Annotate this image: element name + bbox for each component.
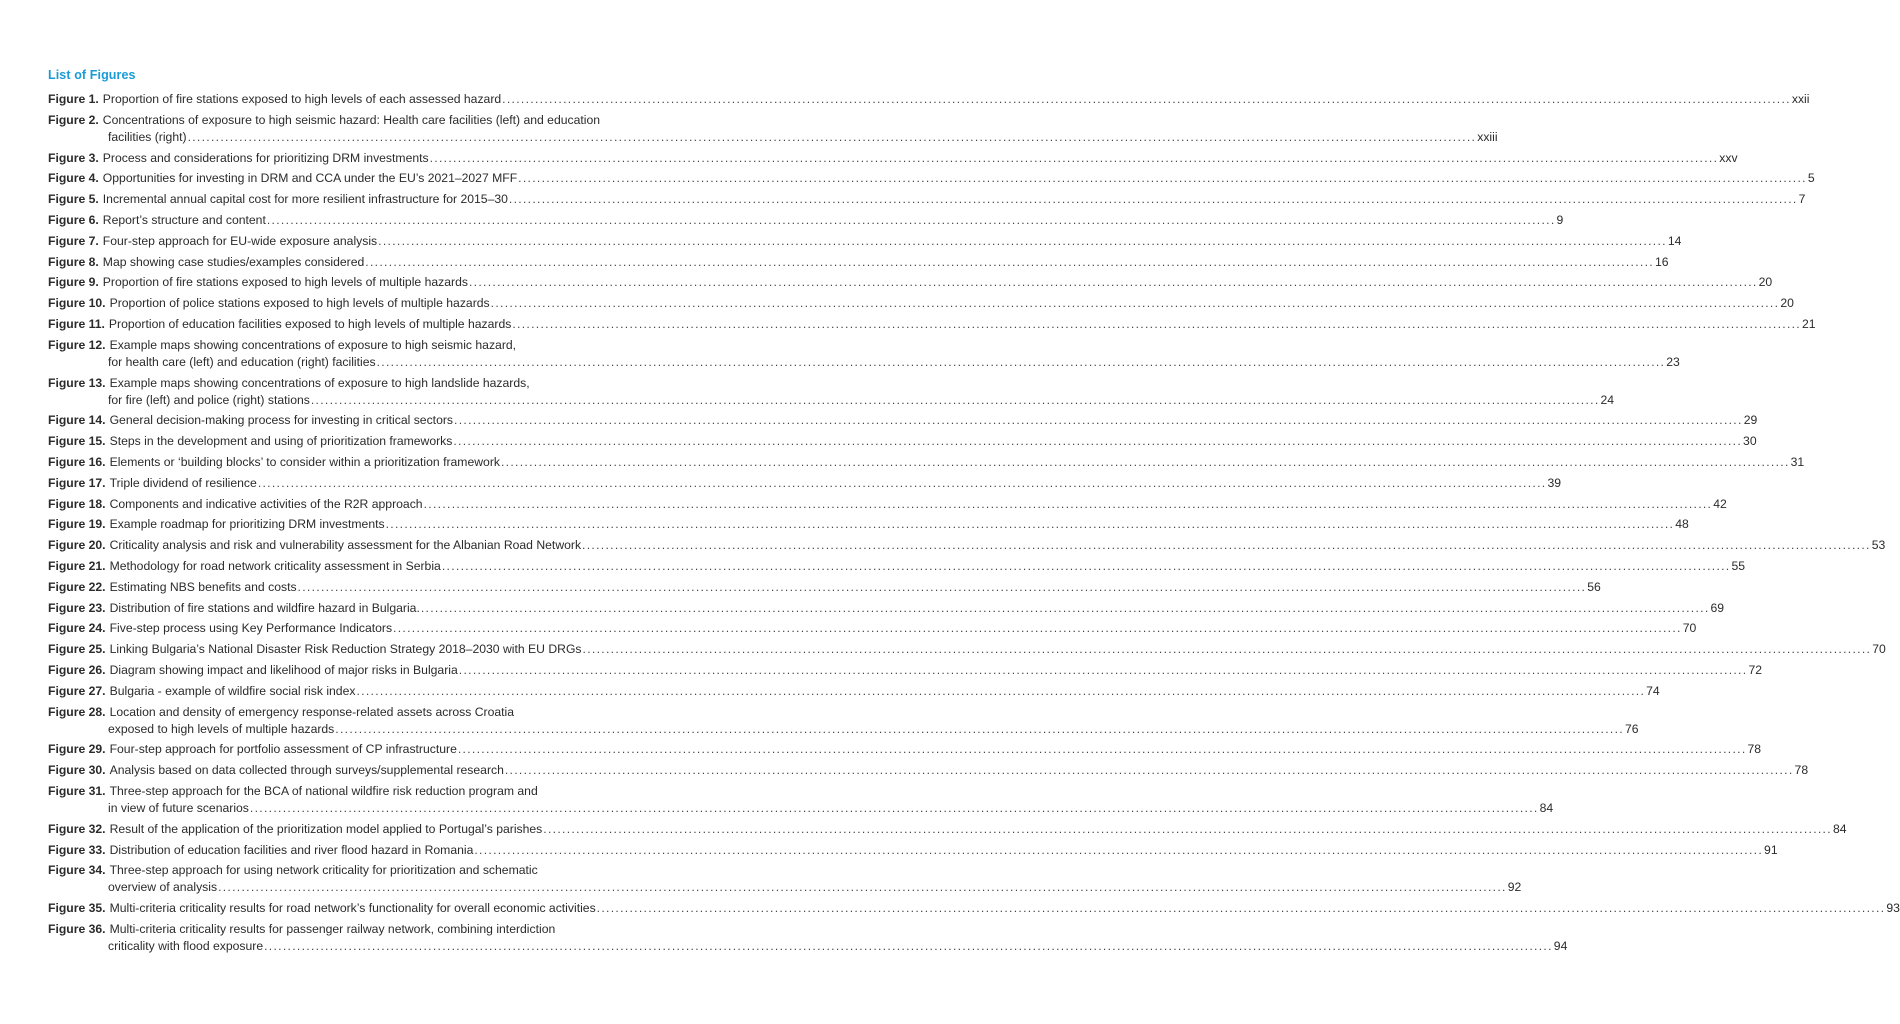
figure-entry[interactable]	[48, 191, 1806, 208]
figure-entry[interactable]	[48, 254, 1669, 271]
figure-entry[interactable]	[48, 274, 1773, 291]
figure-title: Incremental annual capital cost for more resilient infrastructure for 2015–30	[102, 192, 508, 207]
figure-entry[interactable]	[48, 375, 1615, 409]
figure-entry[interactable]	[48, 433, 1757, 450]
dot-leader	[453, 433, 1742, 450]
page-number: 30	[1743, 434, 1757, 449]
figure-title: Elements or ‘building blocks’ to consider within a prioritization framework	[109, 454, 500, 469]
figure-entry-line	[48, 704, 670, 721]
figure-entry[interactable]	[48, 683, 1660, 700]
figure-title: Diagram showing impact and likelihood of major risks in Bulgaria	[109, 662, 458, 677]
figure-title: Map showing case studies/examples considered	[102, 254, 365, 269]
figure-entry-continuation	[48, 938, 1568, 955]
dot-leader	[501, 454, 1790, 471]
figure-number: Figure 15.	[48, 434, 106, 449]
page-number: 14	[1667, 233, 1682, 248]
page-number: 24	[1600, 392, 1615, 407]
figure-number: Figure 30.	[48, 763, 106, 778]
page-number: 72	[1748, 662, 1762, 677]
dot-leader	[365, 254, 1654, 271]
figure-title: Methodology for road network criticality assessment in Serbia	[109, 558, 441, 573]
figure-entry-line	[48, 254, 1669, 271]
figure-entry[interactable]	[48, 337, 1680, 371]
figure-entry-continuation	[48, 354, 1680, 371]
figure-title: Proportion of fire stations exposed to high levels of each assessed hazard	[102, 92, 502, 106]
figure-entry-line	[48, 91, 1810, 108]
figure-entry-line	[48, 641, 1886, 658]
figure-title: Four-step approach for portfolio assessment of CP infrastructure	[109, 742, 457, 757]
dot-leader	[582, 537, 1871, 554]
figure-number: Figure 33.	[48, 842, 106, 857]
figure-number: Figure 24.	[48, 621, 106, 636]
figure-entry-line	[48, 212, 1564, 229]
figure-entry-continuation	[48, 879, 1522, 896]
figure-number: Figure 22.	[48, 579, 106, 594]
figure-title: facilities (right)	[108, 129, 187, 144]
figure-entry[interactable]	[48, 862, 1522, 896]
page-number: xxiii	[1477, 129, 1498, 144]
figure-entry[interactable]	[48, 842, 1778, 859]
page-number: 84	[1539, 800, 1554, 815]
figure-entry[interactable]	[48, 662, 1762, 679]
page-number: 20	[1758, 275, 1773, 290]
figure-entry-line	[48, 558, 1746, 575]
figure-number: Figure 29.	[48, 742, 106, 757]
dot-leader	[250, 800, 1539, 817]
figure-number: Figure 13.	[48, 375, 106, 390]
figure-title: Criticality analysis and risk and vulnerability assessment for the Albanian Road Network	[109, 538, 582, 553]
figure-title: Location and density of emergency response-related assets across Croatia	[109, 704, 515, 719]
dot-leader	[258, 475, 1547, 492]
figure-entry-line	[48, 579, 1601, 596]
dot-leader	[543, 821, 1832, 838]
figure-number: Figure 6.	[48, 212, 99, 227]
figure-number: Figure 18.	[48, 496, 106, 511]
figure-entry[interactable]	[48, 537, 1886, 554]
figure-entry[interactable]	[48, 558, 1746, 575]
figure-title: Estimating NBS benefits and costs	[109, 579, 297, 594]
dot-leader	[218, 879, 1507, 896]
figure-number: Figure 17.	[48, 475, 106, 490]
figure-entry-line	[48, 475, 1562, 492]
list-heading: List of Figures	[48, 68, 136, 82]
figure-entry-line	[48, 862, 670, 879]
figure-entry-line	[48, 170, 1815, 187]
figure-entry-continuation	[48, 129, 1498, 146]
figure-entry-line	[48, 516, 1689, 533]
figure-entry[interactable]	[48, 762, 1809, 779]
figure-entry[interactable]	[48, 921, 1568, 955]
dot-leader	[356, 683, 1645, 700]
figure-entry-line	[48, 375, 670, 392]
figure-title: Concentrations of exposure to high seismic hazard: Health care facilities (left) and education	[102, 112, 601, 127]
figure-number: Figure 7.	[48, 233, 99, 248]
dot-leader	[430, 150, 1719, 167]
figure-entry[interactable]	[48, 704, 1639, 738]
figure-title: Distribution of fire stations and wildfire hazard in Bulgaria.	[109, 600, 420, 615]
figure-entry-line	[48, 433, 1757, 450]
figure-number: Figure 8.	[48, 254, 99, 269]
figure-entry-line	[48, 783, 670, 800]
dot-leader	[505, 762, 1794, 779]
dot-leader	[583, 641, 1872, 658]
figure-title: Analysis based on data collected through surveys/supplemental research	[109, 763, 504, 778]
figure-entry[interactable]	[48, 516, 1689, 533]
page-number: 74	[1646, 683, 1660, 698]
figure-entry[interactable]	[48, 412, 1758, 429]
page-number: 39	[1547, 475, 1562, 490]
page-number: 21	[1802, 316, 1816, 331]
figure-title: in view of future scenarios	[108, 800, 249, 815]
figure-title: Three-step approach for using network criticality for prioritization and schematic	[109, 863, 538, 878]
figure-entry-continuation	[48, 392, 1615, 409]
figure-entry-line	[48, 821, 1847, 838]
page-number: 69	[1710, 600, 1725, 615]
figure-entry[interactable]	[48, 600, 1725, 617]
figure-entry[interactable]	[48, 112, 1498, 146]
figure-entry[interactable]	[48, 91, 1810, 108]
figure-number: Figure 26.	[48, 662, 106, 677]
page-number: 29	[1743, 413, 1758, 428]
page-number: 78	[1747, 742, 1762, 757]
figure-entry-line	[48, 600, 1725, 617]
figure-entry-line	[48, 150, 1738, 167]
figure-number: Figure 20.	[48, 538, 106, 553]
figure-title: Distribution of education facilities and river flood hazard in Romania	[109, 842, 474, 857]
dot-leader	[377, 354, 1666, 371]
figure-entry[interactable]	[48, 496, 1727, 513]
figure-number: Figure 27.	[48, 683, 106, 698]
figure-entry[interactable]	[48, 741, 1762, 758]
figure-entry[interactable]	[48, 212, 1564, 229]
figure-title: Report’s structure and content	[102, 212, 266, 227]
figure-number: Figure 11.	[48, 316, 105, 331]
dot-leader	[188, 129, 1477, 146]
dot-leader	[459, 662, 1748, 679]
figure-title: Five-step process using Key Performance Indicators	[109, 621, 393, 636]
figure-entry[interactable]	[48, 641, 1886, 658]
figure-entry-line	[48, 112, 670, 129]
figure-number: Figure 12.	[48, 337, 106, 352]
figure-entry-line	[48, 412, 1758, 429]
page-number: 70	[1872, 642, 1886, 657]
dot-leader	[469, 274, 1758, 291]
figure-number: Figure 3.	[48, 150, 99, 165]
figure-number: Figure 31.	[48, 783, 106, 798]
page-number: 5	[1807, 171, 1815, 186]
figure-number: Figure 28.	[48, 704, 106, 719]
dot-leader	[454, 412, 1743, 429]
figure-title: for health care (left) and education (right) facilities	[108, 354, 376, 369]
figure-entry-line	[48, 496, 1727, 513]
figure-entry[interactable]	[48, 170, 1815, 187]
figure-title: Four-step approach for EU-wide exposure analysis	[102, 233, 378, 248]
figure-entry[interactable]	[48, 620, 1697, 637]
dot-leader	[386, 516, 1675, 533]
figure-title: Proportion of police stations exposed to high levels of multiple hazards	[109, 296, 490, 311]
dot-leader	[264, 938, 1553, 955]
figure-entry-line	[48, 683, 1660, 700]
figure-entry-continuation	[48, 721, 1639, 738]
figure-title: Components and indicative activities of the R2R approach	[109, 496, 423, 511]
figure-entry[interactable]	[48, 821, 1847, 838]
figure-number: Figure 4.	[48, 171, 99, 186]
figure-number: Figure 2.	[48, 112, 99, 127]
figure-entry[interactable]	[48, 579, 1601, 596]
dot-leader	[393, 620, 1682, 637]
figure-title: Steps in the development and using of prioritization frameworks	[109, 434, 453, 449]
figure-entry[interactable]	[48, 783, 1554, 817]
dot-leader	[335, 721, 1624, 738]
dot-leader	[518, 170, 1807, 187]
figure-entry[interactable]	[48, 454, 1805, 471]
dot-leader	[491, 295, 1780, 312]
figure-title: Process and considerations for prioritizing DRM investments	[102, 150, 429, 165]
figure-title: Triple dividend of resilience	[109, 475, 257, 490]
figure-entry-line	[48, 662, 1762, 679]
dot-leader	[458, 741, 1747, 758]
page-number: 76	[1624, 721, 1639, 736]
page-number: 78	[1794, 763, 1809, 778]
figure-entry[interactable]	[48, 150, 1738, 167]
figure-title: Multi-criteria criticality results for road network’s functionality for overall economic activities	[109, 901, 596, 916]
page-number: 92	[1507, 880, 1522, 895]
dot-leader	[502, 91, 1791, 108]
figure-entry-line	[48, 900, 1900, 917]
page-number: 9	[1556, 212, 1564, 227]
dot-leader	[298, 579, 1587, 596]
figure-number: Figure 16.	[48, 454, 106, 469]
page-number: 91	[1764, 842, 1778, 857]
page-number: 84	[1832, 821, 1847, 836]
dot-leader	[509, 191, 1798, 208]
page-number: 31	[1790, 454, 1805, 469]
figure-number: Figure 14.	[48, 413, 106, 428]
figure-title: exposed to high levels of multiple hazards	[108, 721, 335, 736]
figure-entry-line	[48, 741, 1762, 758]
figure-title: criticality with flood exposure	[108, 938, 264, 953]
figure-title: overview of analysis	[108, 880, 218, 895]
figure-entry-line	[48, 620, 1697, 637]
figure-number: Figure 25.	[48, 642, 106, 657]
dot-leader	[512, 316, 1801, 333]
dot-leader	[474, 842, 1763, 859]
figure-title: Proportion of education facilities exposed to high levels of multiple hazards	[108, 316, 512, 331]
figure-number: Figure 34.	[48, 863, 106, 878]
page-number: xxv	[1719, 150, 1738, 165]
figure-number: Figure 5.	[48, 192, 99, 207]
dot-leader	[597, 900, 1886, 917]
figure-title: Proportion of fire stations exposed to high levels of multiple hazards	[102, 275, 468, 290]
figure-list	[48, 91, 1900, 959]
figure-entry-line	[48, 316, 1816, 333]
figure-title: Opportunities for investing in DRM and CCA under the EU’s 2021–2027 MFF	[102, 171, 518, 186]
figure-number: Figure 36.	[48, 921, 106, 936]
figure-entry-line	[48, 762, 1809, 779]
figure-title: Example maps showing concentrations of exposure to high seismic hazard,	[109, 337, 517, 352]
figure-number: Figure 32.	[48, 821, 106, 836]
figure-title: Result of the application of the prioritization model applied to Portugal’s parishes	[109, 821, 543, 836]
figure-entry-line	[48, 842, 1778, 859]
figure-entry[interactable]	[48, 900, 1900, 917]
figure-entry[interactable]	[48, 233, 1682, 250]
page-number: 55	[1731, 558, 1746, 573]
figure-entry[interactable]	[48, 316, 1816, 333]
dot-leader	[442, 558, 1731, 575]
figure-entry-line	[48, 274, 1773, 291]
figure-title: Multi-criteria criticality results for passenger railway network, combining interdiction	[109, 921, 556, 936]
dot-leader	[421, 600, 1710, 617]
page-number: 20	[1780, 296, 1794, 311]
dot-leader	[267, 212, 1556, 229]
figure-title: for fire (left) and police (right) stations	[108, 392, 310, 407]
figure-entry[interactable]	[48, 295, 1794, 312]
page-number: 23	[1666, 354, 1680, 369]
figure-entry-line	[48, 537, 1886, 554]
figure-entry[interactable]	[48, 475, 1562, 492]
figure-entry-line	[48, 295, 1794, 312]
page-number: 53	[1871, 538, 1886, 553]
dot-leader	[378, 233, 1667, 250]
page-number: xxii	[1791, 92, 1810, 106]
page-number: 16	[1654, 254, 1669, 269]
figure-number: Figure 10.	[48, 296, 106, 311]
dot-leader	[424, 496, 1713, 513]
page-number: 7	[1798, 192, 1806, 207]
figure-number: Figure 19.	[48, 517, 106, 532]
page-number: 42	[1713, 496, 1727, 511]
dot-leader	[311, 392, 1600, 409]
figure-title: General decision-making process for investing in critical sectors	[109, 413, 454, 428]
figure-entry-continuation	[48, 800, 1554, 817]
page-number: 48	[1675, 517, 1689, 532]
figure-number: Figure 1.	[48, 92, 99, 106]
figure-number: Figure 35.	[48, 901, 106, 916]
figure-title: Three-step approach for the BCA of national wildfire risk reduction program and	[109, 783, 538, 798]
page-number: 56	[1587, 579, 1601, 594]
page-number: 94	[1553, 938, 1568, 953]
figure-title: Example maps showing concentrations of exposure to high landslide hazards,	[109, 375, 530, 390]
figure-entry-line	[48, 191, 1806, 208]
figure-entry-line	[48, 337, 670, 354]
figure-title: Bulgaria - example of wildfire social risk index	[109, 683, 356, 698]
figure-title: Linking Bulgaria’s National Disaster Risk Reduction Strategy 2018–2030 with EU DRGs	[109, 642, 582, 657]
page-number: 70	[1682, 621, 1697, 636]
page-number: 93	[1886, 901, 1900, 916]
figure-number: Figure 9.	[48, 275, 99, 290]
figure-entry-line	[48, 921, 670, 938]
figure-entry-line	[48, 454, 1805, 471]
figure-title: Example roadmap for prioritizing DRM investments	[109, 517, 385, 532]
figure-number: Figure 21.	[48, 558, 106, 573]
figure-entry-line	[48, 233, 1682, 250]
figure-number: Figure 23.	[48, 600, 106, 615]
